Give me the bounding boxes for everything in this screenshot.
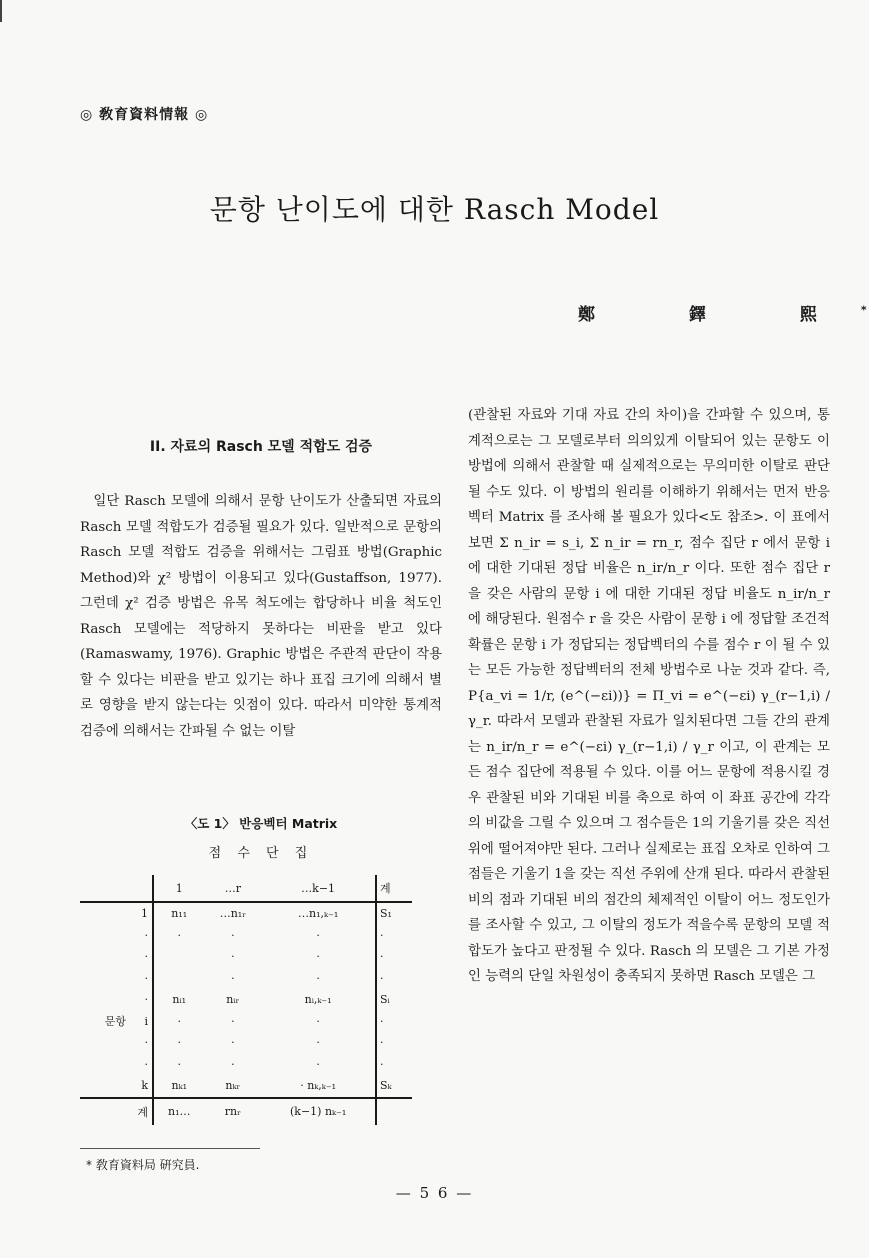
total-cell-first: n₁… — [153, 1098, 204, 1125]
table-subcaption: 점 수 단 집 — [208, 846, 314, 861]
total-row-spacer — [80, 1098, 130, 1125]
total-cell-r: rnᵣ — [204, 1098, 261, 1125]
row-group-label — [80, 902, 130, 925]
cell-first: nₖ₁ — [171, 1079, 187, 1093]
table-row — [80, 1054, 412, 1076]
section-heading: II. 자료의 Rasch 모델 적합도 검증 — [149, 439, 373, 455]
row-group-label — [80, 946, 130, 968]
right-paragraph-part-4: 이고, 이 관계는 모든 점수 집단에 적용될 수 있다. 이를 어느 문항에 적용시킬 경우 관찰된 비와 기대된 비를 축으로 하여 이 좌표 공간에 각각의 비값을 그릴 수 있으며 그 점수들은 1의 기울기를 갖은 직선 위에 떨어져야만 된다. 그러나 실제로는 표집 오차로 인하여 그 점들은 기울기 1을 갖는 직선 주위에 산개 된다. 따라서 관찰된 비의 점과 기대된 비의 점간의 체제적인 이탈이 어느 정도인가를 조사할 수 있고, 그 이탈의 정도가 적을수록 문항의 모델 적합도가 높다고 판정될 수 있다. Rasch 의 모델은 그 기본 가정인 능력의 단일 차원성이 충족되지 못하면 Rasch 모델은 그 — [468, 739, 830, 984]
cell-total: · — [376, 1032, 412, 1054]
row-group-label — [80, 925, 130, 947]
table-row — [80, 902, 412, 925]
row-index: k — [130, 1075, 153, 1098]
cell-total: · — [376, 925, 412, 947]
row-index: i — [130, 1011, 153, 1033]
row-index: · — [130, 925, 153, 947]
table-row — [80, 1075, 412, 1098]
cell-total: Sₖ — [376, 1075, 412, 1098]
cell-r: nᵢᵣ — [226, 993, 240, 1007]
cell-k-1: · — [316, 1057, 320, 1071]
cell-first: · — [177, 1057, 181, 1071]
header-corner — [80, 875, 130, 902]
cell-first: nᵢ₁ — [172, 993, 187, 1007]
cell-first: n₁₁ — [171, 907, 188, 921]
cell-k-1: · — [316, 1036, 320, 1050]
column-header: 1 — [153, 875, 204, 902]
left-column — [80, 436, 442, 744]
total-cell-total — [376, 1098, 412, 1125]
cell-total: · — [376, 1054, 412, 1076]
row-group-label: 문항 — [104, 1015, 126, 1029]
right-paragraph-part-1: (관찰된 자료와 기대 자료 간의 차이)을 간파할 수 있으며, 통계적으로는 그 모델로부터 의의있게 이탈되어 있는 문항도 이 방법에 의해서 관찰할 때 실제적으로는 무의미한 이탈로 판단될 수도 있다. 이 방법의 원리를 이해하기 위해서는 먼저 반응벡터 Matrix 를 조사해 볼 필요가 있다<도 참조>. 이 표에서 보면 — [468, 408, 830, 551]
row-index: · — [130, 1032, 153, 1054]
column-header: …r — [204, 875, 261, 902]
total-row-label: 계 — [130, 1098, 153, 1125]
cell-first — [153, 968, 204, 990]
table-row — [80, 968, 412, 990]
row-group-label — [80, 968, 130, 990]
section-tag: ◎ 敎育資料情報 ◎ — [80, 107, 209, 123]
cell-total: S₁ — [376, 902, 412, 925]
row-index: · — [130, 1054, 153, 1076]
cell-r: …n₁ᵣ — [219, 907, 247, 921]
right-column — [468, 403, 830, 990]
cell-k-1: · — [316, 950, 320, 964]
summation-formula-2: Σ n_ir = rn_r, — [589, 535, 684, 551]
table-row — [80, 1011, 412, 1033]
table-row — [80, 946, 412, 968]
table-total-row — [80, 1098, 412, 1125]
cell-k-1: · — [316, 928, 320, 942]
footnote-divider — [80, 1148, 260, 1149]
cell-k-1: · — [316, 971, 320, 985]
probability-formula: P{a_vi = 1/r, (e^(−εi))} = Π_vi = e^(−εi) γ_(r−1,i) / γ_r. — [468, 688, 830, 729]
cell-total: · — [376, 968, 412, 990]
right-paragraph-part-3: 따라서 모델과 관찰된 자료가 일치된다면 그들 간의 관계는 — [468, 714, 830, 755]
cell-r: nₖᵣ — [225, 1079, 241, 1093]
header-corner-idx — [130, 875, 153, 902]
table-header-row — [80, 875, 412, 902]
page-edge-mark — [0, 0, 2, 22]
row-index: 1 — [130, 902, 153, 925]
cell-r: · — [231, 950, 235, 964]
author-name — [578, 300, 867, 325]
row-index: · — [130, 989, 153, 1011]
cell-r: · — [231, 1036, 235, 1050]
cell-total: Sᵢ — [376, 989, 412, 1011]
left-paragraph: 일단 Rasch 모델에 의해서 문항 난이도가 산출되면 자료의 Rasch 모델 적합도가 검증될 필요가 있다. 일반적으로 문항의 Rasch 모델 적합도 검증을 위해서는 그림표 방법(Graphic Method)와 χ² 방법이 이용되고 있다(Gustaffson, 1977). 그런데 χ² 검증 방법은 유목 척도에는 합당하나 비율 척도인 Rasch 모델에는 적당하지 못하다는 비판을 받고 있다(Ramaswamy, 1976). Graphic 방법은 주관적 판단이 작용할 수 있다는 비판을 받고 있기는 하나 표집 크기에 의해서 별로 영향을 받지 않는다는 잇점이 있다. 따라서 미약한 통계적 검증에 의해서는 간파될 수 없는 이탈 — [80, 494, 442, 739]
cell-r: · — [231, 971, 235, 985]
row-group-label — [80, 1054, 130, 1076]
row-group-label — [80, 1032, 130, 1054]
article-title: 문항 난이도에 대한 Rasch Model — [209, 193, 660, 226]
author-footnote-mark: * — [860, 303, 867, 317]
cell-k-1: · — [316, 1014, 320, 1028]
row-index: · — [130, 968, 153, 990]
footnote: * 敎育資料局 硏究員. — [86, 1158, 200, 1172]
cell-first: · — [177, 928, 181, 942]
table-row — [80, 989, 412, 1011]
table-caption: 〈도 1〉 반응벡터 Matrix — [184, 816, 338, 831]
right-paragraph-part-2: 점수 집단 r 에서 문항 i 에 대한 기대된 정답 비율은 n_ir/n_r 이다. 또한 점수 집단 r 을 갖은 사람의 문항 i 에 대한 기대된 정답 비율도 n_ir/n_r 에 해당된다. 원점수 r 을 갖은 사람이 문항 i 에 정답할 조건적 확률은 문항 i 가 정답되는 정답벡터의 수를 점수 r 이 될 수 있는 모든 가능한 정답벡터의 전체 방법수로 나눈 것과 같다. 즉, — [468, 535, 830, 678]
column-header: …k−1 — [261, 875, 376, 902]
author-name-text: 鄭 鐸 熙 — [578, 305, 861, 325]
cell-first: · — [177, 1014, 181, 1028]
cell-r: · — [231, 1014, 235, 1028]
right-paragraph — [468, 403, 830, 990]
response-vector-matrix — [80, 875, 412, 1125]
cell-first — [153, 946, 204, 968]
page-number: — 5 6 — — [395, 1184, 474, 1202]
cell-k-1: nᵢ,ₖ₋₁ — [304, 993, 332, 1007]
row-group-label — [80, 1075, 130, 1098]
total-cell-k-1: (k−1) nₖ₋₁ — [261, 1098, 376, 1125]
table-row — [80, 1032, 412, 1054]
cell-first: · — [177, 1036, 181, 1050]
cell-total: · — [376, 946, 412, 968]
cell-k-1: …n₁,ₖ₋₁ — [298, 907, 339, 921]
cell-total: · — [376, 1011, 412, 1033]
cell-r: · — [231, 928, 235, 942]
relation-formula: n_ir/n_r = e^(−εi) γ_(r−1,i) / γ_r — [486, 739, 714, 755]
cell-k-1: · nₖ,ₖ₋₁ — [300, 1079, 337, 1093]
table-row — [80, 925, 412, 947]
column-header-total: 계 — [376, 875, 412, 902]
row-index: · — [130, 946, 153, 968]
summation-formula-1: Σ n_ir = s_i, — [499, 535, 585, 551]
cell-r: · — [231, 1057, 235, 1071]
row-group-label — [80, 989, 130, 1011]
